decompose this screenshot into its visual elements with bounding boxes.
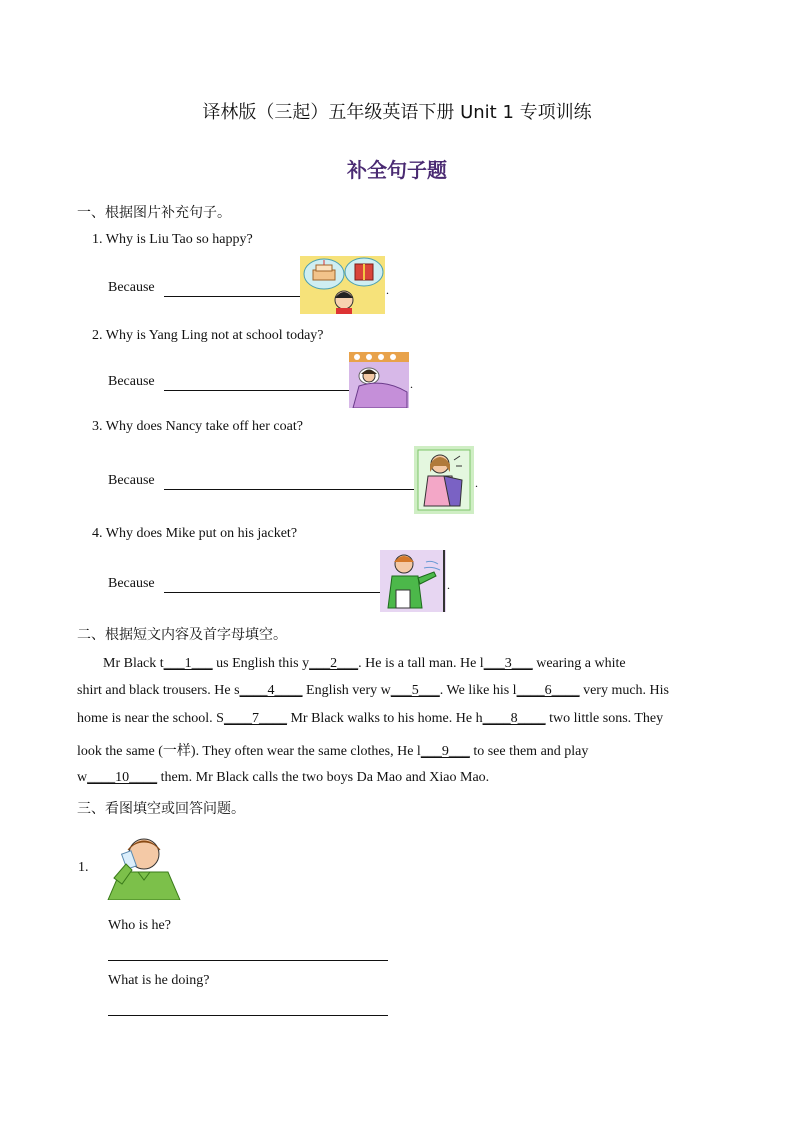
answer-line-2[interactable] [164,390,350,391]
blank-3[interactable]: ___3___ [483,656,533,671]
passage-line-5: w____10____ them. Mr Black calls the two boys Da Mao and Xiao Mao. [77,770,490,785]
section3-item-number: 1. [78,860,89,875]
section3-answer-line-1[interactable] [108,960,388,961]
page-subtitle: 补全句子题 [347,158,447,182]
passage-line-3: home is near the school. S____7____ Mr Black walks to his home. He h____8____ two little sons. They [77,711,664,726]
question-2: 2. Why is Yang Ling not at school today? [92,328,324,343]
cloze-passage [77,656,717,796]
blank-4[interactable]: ____4____ [239,683,303,698]
passage-line-2: shirt and black trousers. He s____4____ English very w___5___. We like his l____6____ very much. His [77,683,670,698]
blank-7[interactable]: ____7____ [223,711,287,726]
section1-heading: 一、根据图片补充句子。 [77,205,231,221]
question-1: 1. Why is Liu Tao so happy? [92,232,253,247]
answer-line-1[interactable] [164,296,300,297]
blank-5[interactable]: ___5___ [390,683,440,698]
section3-question-1: Who is he? [108,918,171,933]
birthday-cake-and-gift-picture [300,256,385,314]
sick-girl-in-bed-picture [349,352,409,408]
passage-line-4: look the same (一样). They often wear the same clothes, He l___9___ to see them and play [77,744,589,759]
blank-9[interactable]: ___9___ [420,744,470,759]
blank-6[interactable]: ____6____ [516,683,580,698]
because-label-3: Because [108,473,155,488]
answer-line-3[interactable] [164,489,414,490]
boy-drinking-picture [100,832,188,900]
question-4: 4. Why does Mike put on his jacket? [92,526,298,541]
section3-answer-line-2[interactable] [108,1015,388,1016]
blank-1[interactable]: ___1___ [163,656,213,671]
because-label-2: Because [108,374,155,389]
cold-boy-wind-picture [380,550,446,612]
section3-heading: 三、看图填空或回答问题。 [77,801,245,817]
blank-2[interactable]: ___2___ [309,656,359,671]
question-3: 3. Why does Nancy take off her coat? [92,419,303,434]
because-label-4: Because [108,576,155,591]
blank-8[interactable]: ____8____ [482,711,546,726]
passage-line-1: Mr Black t___1___ us English this y___2___. He is a tall man. He l___3___ wearing a white [103,656,626,671]
because-label-1: Because [108,280,155,295]
blank-10[interactable]: ____10____ [87,770,158,785]
answer-line-4[interactable] [164,592,380,593]
section2-heading: 二、根据短文内容及首字母填空。 [77,627,287,643]
page-title: 译林版（三起）五年级英语下册 Unit 1 专项训练 [202,102,592,123]
hot-girl-fanning-picture [414,446,474,514]
section3-question-2: What is he doing? [108,973,210,988]
